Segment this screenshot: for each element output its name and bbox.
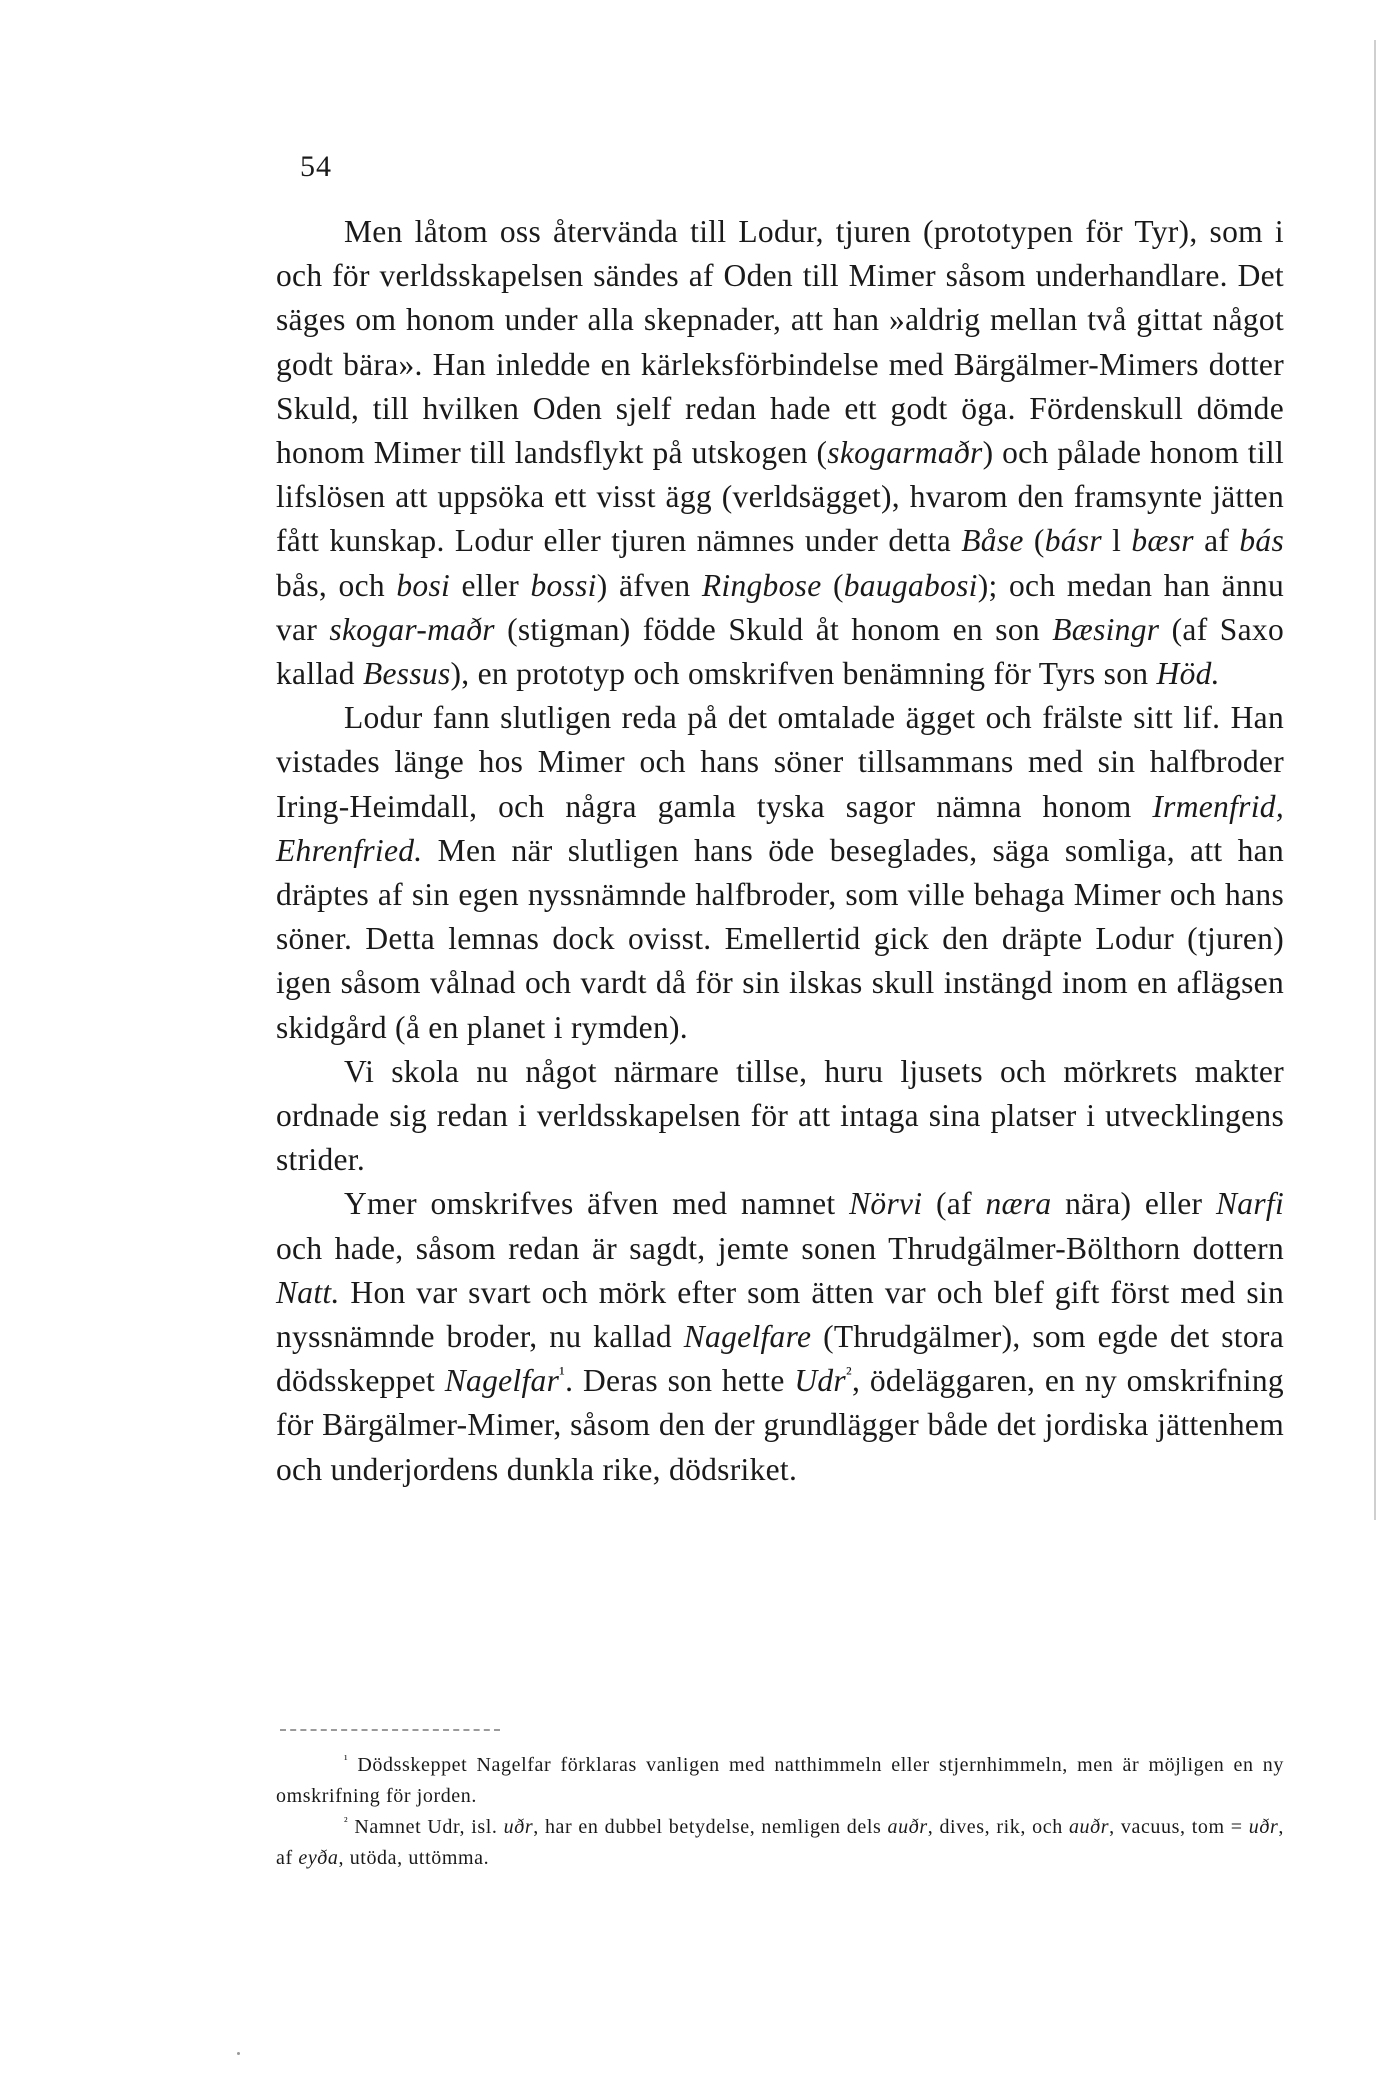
italic-term: næra (985, 1186, 1052, 1222)
italic-term: uðr (1248, 1816, 1279, 1838)
text-run: eller (450, 567, 531, 603)
text-run: ), en prototyp och omskrifven benämning för Tyrs son (450, 656, 1157, 692)
italic-term: Irmenfrid, Ehrenfried. (276, 788, 1284, 868)
italic-term: bæsr (1131, 523, 1194, 559)
footnote (276, 1812, 1284, 1874)
italic-term: Nagelfar (444, 1363, 560, 1399)
text-run: (af Saxo kallad (276, 611, 1284, 692)
text-run: Lodur fann slutligen reda på det omtalade ägget och frälste sitt lif. Han vistades länge hos Mimer och hans söner tillsammans med sin halfbroder Iring-Heimdall, och några gamla tyska sagor nämna honom (276, 700, 1284, 824)
text-run: , vacuus, tom = (1109, 1816, 1249, 1838)
footnote-marker: ¹ (344, 1752, 349, 1767)
italic-term: skogar-maðr (329, 611, 495, 647)
italic-term: Udr (794, 1363, 846, 1399)
italic-term: skogarmaðr (827, 435, 983, 471)
text-run: , dives, rik, och (927, 1816, 1069, 1838)
page-number: 54 (300, 150, 332, 183)
italic-term: Ringbose (701, 567, 822, 603)
text-run: l (1101, 523, 1132, 559)
text-run: (Thrudgälmer), som egde det stora dödsskeppet (276, 1319, 1284, 1399)
paragraph (276, 696, 1284, 1050)
italic-term: Höd. (1156, 656, 1220, 692)
text-run: ); och medan han ännu var (276, 567, 1285, 647)
italic-term: uðr (503, 1816, 534, 1838)
paragraph (276, 1182, 1284, 1491)
footnote (276, 1750, 1284, 1812)
page-edge-line (1374, 40, 1376, 1520)
italic-term: bossi (530, 567, 597, 603)
text-run: nära) eller (1051, 1186, 1216, 1222)
footnote-marker: ² (846, 1363, 852, 1385)
text-run: ) och pålade honom till lifslösen att uppsöka ett visst ägg (verldsägget), hvarom den framsynte jätten fått kunskap. Lodur eller tjuren nämnes under detta (276, 435, 1284, 559)
footnotes (276, 1750, 1284, 1874)
text-run: Men låtom oss återvända till Lodur, tjuren (prototypen för Tyr), som i och för verldsskapelsen sändes af Oden till Mimer såsom underhandlare. Det säges om honom under alla skepnader, att han »aldrig mellan två gittat något godt bära». Han inledde en kärleksförbindelse med Bärgälmer-Mimers dotter Skuld, till hvilken Oden sjelf redan hade ett godt öga. Fördenskull dömde honom Mimer till landsflykt på utskogen ( (276, 214, 1284, 471)
italic-term: auðr (887, 1816, 928, 1838)
italic-term: bás (1239, 523, 1285, 559)
italic-term: básr (1044, 523, 1102, 559)
paper-speck (237, 2052, 240, 2055)
text-run: ( (821, 567, 844, 603)
text-run: ( (1023, 523, 1045, 559)
text-run: , utöda, uttömma. (338, 1847, 490, 1869)
italic-term: Bessus (362, 656, 451, 692)
italic-term: auðr (1068, 1816, 1110, 1838)
paragraph (276, 210, 1284, 696)
text-run: Ymer omskrifves äfven med namnet (344, 1186, 850, 1222)
italic-term: Nagelfare (683, 1319, 812, 1355)
italic-term: bosi (396, 567, 451, 603)
text-run: Men när slutligen hans öde beseglades, säga somliga, att han dräptes af sin egen nyssnämnde halfbroder, som ville behaga Mimer och hans söner. Detta lemnas dock ovisst. Emellertid gick den dräpte Lodur (tjuren) igen såsom vålnad och vardt då för sin ilskas skull instängd inom en aflägsen skidgård (å en planet i rymden). (276, 832, 1284, 1045)
text-run: , ödeläggaren, en ny omskrifning för Bärgälmer-Mimer, såsom den der grundlägger både det jordiska jättenhem och underjordens dunkla rike, dödsriket. (276, 1363, 1284, 1487)
paragraph (276, 1050, 1284, 1183)
footnote-marker: ² (344, 1814, 349, 1829)
text-run: . Deras son hette (565, 1363, 795, 1399)
italic-term: baugabosi (843, 567, 978, 603)
text-run: ) äfven (596, 567, 702, 603)
footnote-separator (280, 1729, 500, 1731)
italic-term: eyða (298, 1847, 339, 1869)
text-run: och hade, såsom redan är sagdt, jemte sonen Thrudgälmer-Bölthorn dottern (276, 1230, 1284, 1266)
footnote-marker: ¹ (559, 1363, 566, 1385)
text-run: , har en dubbel betydelse, nemligen dels (533, 1816, 888, 1838)
italic-term: Nörvi (849, 1186, 923, 1222)
text-run: af (1193, 523, 1240, 559)
text-run: (stigman) födde Skuld åt honom en son (494, 611, 1053, 647)
text-run: , af (276, 1816, 1284, 1869)
text-run: Namnet Udr, isl. (348, 1816, 504, 1838)
text-run: bås, och (276, 567, 397, 603)
text-run: Hon var svart och mörk efter som ätten var och blef gift först med sin nyssnämnde broder, nu kallad (276, 1274, 1284, 1355)
italic-term: Natt. (276, 1274, 340, 1310)
italic-term: Narfi (1215, 1186, 1284, 1222)
italic-term: Båse (961, 523, 1024, 559)
text-run: Vi skola nu något närmare tillse, huru ljusets och mörkrets makter ordnade sig redan i verldsskapelsen för att intaga sina platser i utvecklingens strider. (276, 1053, 1284, 1178)
body-text (276, 210, 1284, 1492)
text-run: Dödsskeppet Nagelfar förklaras vanligen med natthimmeln eller stjernhimmeln, men är möjligen en ny omskrifning för jorden. (276, 1754, 1284, 1807)
italic-term: Bæsingr (1052, 611, 1160, 647)
text-run: (af (922, 1186, 986, 1222)
